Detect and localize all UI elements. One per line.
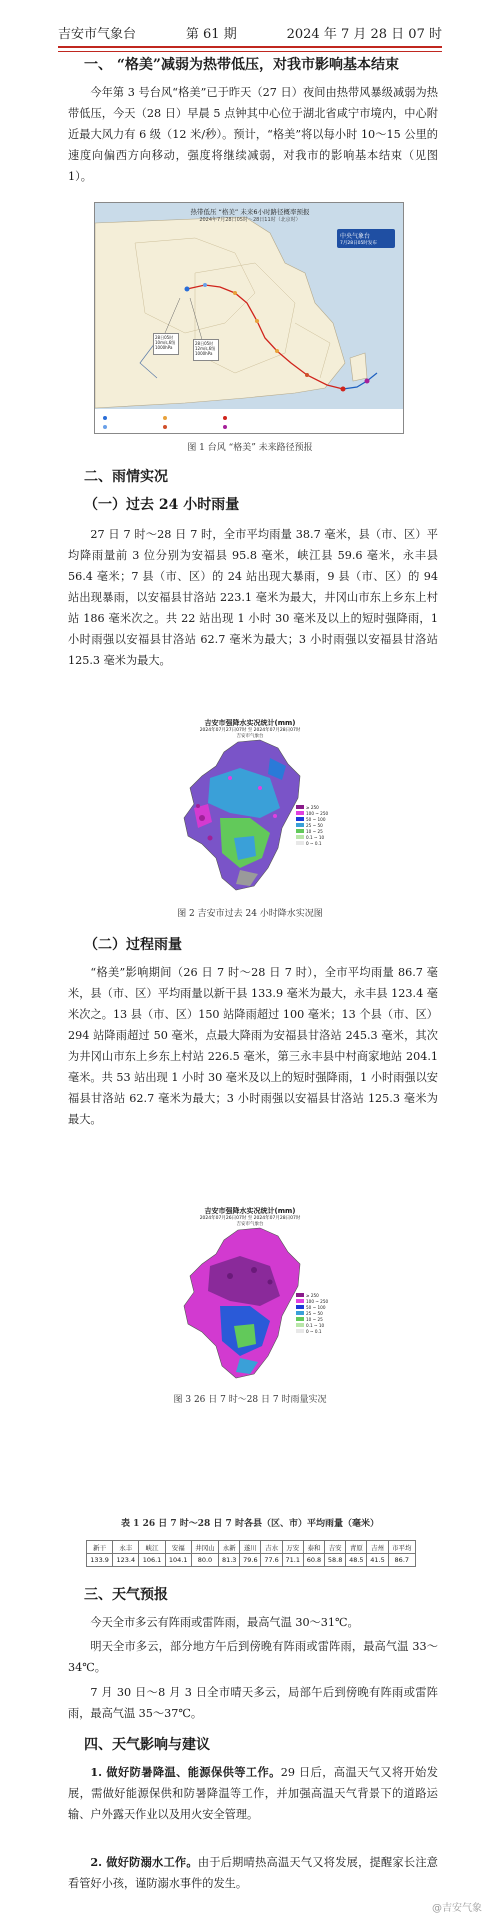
cma-logo-text: 中央气象台 xyxy=(340,233,371,240)
fig3-title: 吉安市强降水实况统计(mm) xyxy=(204,1207,296,1215)
table-header-cell: 新干 xyxy=(87,1541,113,1554)
legend-item: 0.1 ~ 10 xyxy=(306,834,325,840)
advice-2 xyxy=(68,1852,438,1896)
legend-item: 10 ~ 25 xyxy=(306,828,323,834)
table-value-cell: 104.1 xyxy=(165,1554,191,1567)
table-value-cell: 48.5 xyxy=(346,1554,367,1567)
table-value-cell: 41.5 xyxy=(367,1554,388,1567)
advice-1-text: 29 日后，高温天气又将开始发展，需做好能源保供和防暑降温等工作，并加强高温天气背景下的道路运输、户外露天作业以及用火安全管理。 xyxy=(68,1766,438,1821)
section2-title: 二、雨情实况 xyxy=(84,469,168,485)
table-value-cell: 81.3 xyxy=(219,1554,240,1567)
fig2-caption: 图 2 吉安市过去 24 小时降水实况图 xyxy=(177,909,323,919)
forecast-tomorrow: 明天全市多云，部分地方午后到傍晚有阵雨或雷阵雨，最高气温 33～34℃。 xyxy=(68,1640,438,1674)
fig2-org: 吉安市气象台 xyxy=(236,734,264,739)
rainfall-24h-map xyxy=(150,718,350,903)
table-value-cell: 133.9 xyxy=(87,1554,113,1567)
table-header-cell: 青原 xyxy=(346,1541,367,1554)
forecast-today: 今天全市多云有阵雨或雷阵雨，最高气温 30～31℃。 xyxy=(90,1616,359,1629)
advice-2-text: 由于后期晴热高温天气又将发展，提醒家长注意看管好小孩，谨防溺水事件的发生。 xyxy=(68,1856,438,1890)
forecast-week: 7 月 30 日～8 月 3 日全市晴天多云，局部午后到傍晚有阵雨或雷阵雨，最高气温 35～37℃。 xyxy=(68,1686,438,1720)
advice-1-lead: 1. 做好防暑降温、能源保供等工作。 xyxy=(90,1765,281,1779)
legend-item: 10 ~ 25 xyxy=(306,1316,323,1322)
fig2-title: 吉安市强降水实况统计(mm) xyxy=(204,719,296,727)
table-value-cell: 86.7 xyxy=(388,1554,415,1567)
legend-item: 25 ~ 50 xyxy=(306,822,323,828)
cma-logo-sub: 7月28日05时发布 xyxy=(340,241,377,246)
section4-title: 四、天气影响与建议 xyxy=(84,1737,210,1753)
typhoon-track-map xyxy=(94,202,404,434)
table-header-cell: 吉州 xyxy=(367,1541,388,1554)
cma-logo xyxy=(337,229,395,248)
table-value-cell: 123.4 xyxy=(113,1554,139,1567)
track-info-box-2: 28日05时 12m/s,6级 1000hPa xyxy=(193,339,219,361)
fig1-subtitle: 2024年7月28日05时～28日11时（北京时） xyxy=(199,217,301,223)
table-caption: 表 1 26 日 7 时～28 日 7 时各县（区、市）平均雨量（毫米） xyxy=(121,1519,379,1529)
section1-paragraph: 今年第 3 号台风“格美”已于昨天（27 日）夜间由热带风暴级减弱为热带低压，今天（28 日）早晨 5 点钟其中心位于湖北省咸宁市境内，中心附近最大风力有 6 级（12 米/秒）。预计，“格美”将以每小时 10～15 公里的速度向偏西方向移动，强度将继续减弱，对我市的影响基本结束（见图 1）。 xyxy=(68,86,438,183)
fig2-time: 2024年07月27日07时 至 2024年07月28日07时 xyxy=(199,728,301,733)
table-header-cell: 安福 xyxy=(165,1541,191,1554)
table-value-cell: 79.6 xyxy=(240,1554,261,1567)
fig3-time: 2024年07月26日07时 至 2024年07月28日07时 xyxy=(199,1216,301,1221)
legend-item: 100 ~ 250 xyxy=(306,1298,329,1304)
legend-item: 0 ~ 0.1 xyxy=(306,1328,322,1334)
table-value-cell: 60.8 xyxy=(303,1554,324,1567)
table-value-cell: 106.1 xyxy=(139,1554,165,1567)
legend-item: 25 ~ 50 xyxy=(306,1310,323,1316)
table-header-cell: 吉安 xyxy=(325,1541,346,1554)
document-header xyxy=(58,14,442,42)
section2-sub1: （一）过去 24 小时雨量 xyxy=(84,497,240,513)
table-value-row xyxy=(87,1554,416,1567)
legend-item: 100 ~ 250 xyxy=(306,810,329,816)
table-header-cell: 井冈山 xyxy=(191,1541,218,1554)
track-info-box-1: 28日05时 10m/s,6级 1000hPa xyxy=(153,333,179,355)
table-header-cell: 峡江 xyxy=(139,1541,165,1554)
table-value-cell: 80.0 xyxy=(191,1554,218,1567)
section1-title: 一、 “格美”减弱为热带低压，对我市影响基本结束 xyxy=(84,57,399,73)
watermark: @吉安气象 xyxy=(432,1903,482,1914)
table-value-cell: 71.1 xyxy=(282,1554,303,1567)
table-header-cell: 万安 xyxy=(282,1541,303,1554)
fig3-legend xyxy=(296,1292,348,1334)
legend-item: ≥ 250 xyxy=(306,804,319,810)
legend-item: 50 ~ 100 xyxy=(306,1304,326,1310)
fig1-caption: 图 1 台风 “格美” 未来路径预报 xyxy=(187,443,313,453)
section2-para1: 27 日 7 时～28 日 7 时，全市平均雨量 38.7 毫米，县（市、区）平均降雨量前 3 位分别为安福县 95.8 毫米，峡江县 59.6 毫米，永丰县 56.4 毫米；7 县（市、区）的 24 站出现大暴雨，9 县（市、区）的 94 站出现暴雨，以安福县甘洛站 223.1 毫米为最大，井冈山市东上乡东上村站 186 毫米次之。共 22 站出现 1 小时 30 毫米及以上的短时强降雨，1 小时雨强以安福县甘洛站 62.7 毫米为最大；3 小时雨强以安福县甘洛站 125.3 毫米为最大。 xyxy=(68,528,438,667)
fig3-org: 吉安市气象台 xyxy=(236,1222,264,1227)
table-header-row xyxy=(87,1541,416,1554)
table-header-cell: 永丰 xyxy=(113,1541,139,1554)
legend-item: 0.1 ~ 10 xyxy=(306,1322,325,1328)
table-header-cell: 遂川 xyxy=(240,1541,261,1554)
section2-sub2: （二）过程雨量 xyxy=(84,937,182,953)
header-date: 2024 年 7 月 28 日 07 时 xyxy=(286,27,442,42)
table-value-cell: 58.8 xyxy=(325,1554,346,1567)
table-header-cell: 市平均 xyxy=(388,1541,415,1554)
table-value-cell: 77.6 xyxy=(261,1554,282,1567)
legend-item: 0 ~ 0.1 xyxy=(306,840,322,846)
fig3-caption: 图 3 26 日 7 时～28 日 7 时雨量实况 xyxy=(173,1395,327,1405)
header-rule-thin xyxy=(58,51,442,52)
advice-1 xyxy=(68,1762,438,1848)
header-rule xyxy=(58,46,442,48)
table-header-cell: 吉水 xyxy=(261,1541,282,1554)
legend-item: 50 ~ 100 xyxy=(306,816,326,822)
county-rainfall-table xyxy=(86,1540,416,1567)
table-header-cell: 泰和 xyxy=(303,1541,324,1554)
header-org: 吉安市气象台 xyxy=(58,27,137,42)
section3-title: 三、天气预报 xyxy=(84,1587,168,1603)
fig2-legend xyxy=(296,804,348,846)
table-header-cell: 永新 xyxy=(219,1541,240,1554)
advice-2-lead: 2. 做好防溺水工作。 xyxy=(90,1855,198,1869)
fig1-title: 热带低压 “格美” 未来6小时路径概率预报 xyxy=(190,208,310,216)
section2-para2: “格美”影响期间（26 日 7 时～28 日 7 时），全市平均雨量 86.7 毫米，县（市、区）平均雨量以新干县 133.9 毫米为最大，永丰县 123.4 毫米次之。13 县（市、区）150 站降雨超过 100 毫米；13 个县（市、区）294 站降雨超过 50 毫米，点最大降雨为安福县甘洛站 245.3 毫米，其次为井冈山市东上乡东上村站 226.5 毫米，第三永丰县中村商家地站 204.1 毫米。共 53 站出现 1 小时 30 毫米及以上的短时强降雨，1 小时雨强以安福县甘洛站 62.7 毫米为最大；3 小时雨强以安福县甘洛站 125.3 毫米为最大。 xyxy=(68,966,438,1126)
header-issue: 第 61 期 xyxy=(185,27,237,42)
legend-item: ≥ 250 xyxy=(306,1292,319,1298)
rainfall-process-map xyxy=(150,1206,350,1391)
